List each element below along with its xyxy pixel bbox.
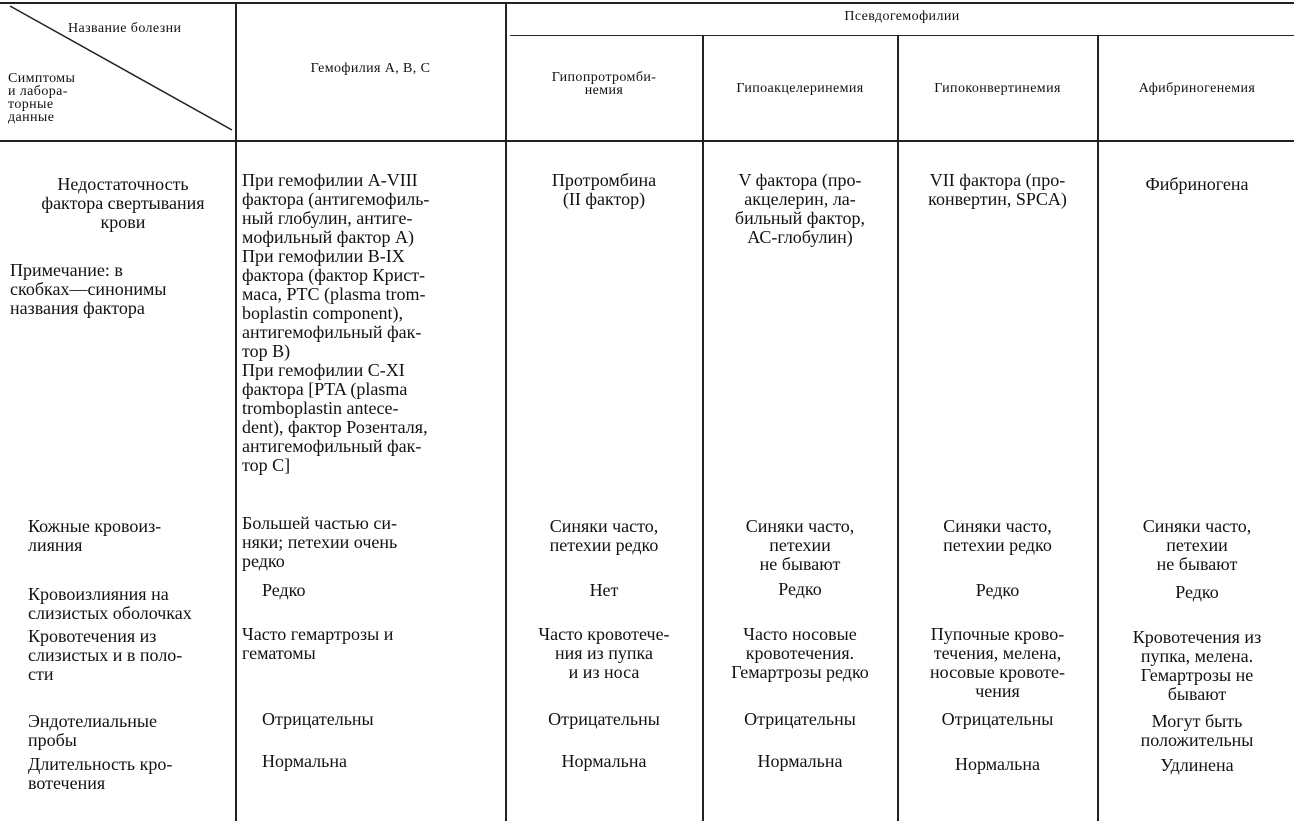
afibrinogenemia-endothelial-cell: Могут быть положительны [1140, 711, 1254, 750]
column-header-hypoconvertinemia: Гипоконвертинемия [934, 81, 1061, 96]
col-rule-1 [235, 2, 237, 821]
hypoprothrombinemia-skin-cell: Синяки часто, петехии редко [549, 516, 659, 555]
column-header-hypoaccelerinemia: Гипоакцелеринемия [736, 81, 864, 96]
disease-name-label: Название болезни [68, 21, 182, 36]
header-bottom-rule [0, 140, 1294, 142]
col-rule-4 [897, 35, 899, 821]
column-header-hypoprothrombinemia: Гипопротромби- немия [551, 70, 657, 98]
hypoconvertinemia-mucosal-cell: Редко [975, 580, 1020, 600]
afibrinogenemia-bleeding-cell: Кровотечения из пупка, мелена. Гемартрозы не бывают [1132, 627, 1262, 704]
hypoconvertinemia-duration-cell: Нормальна [955, 754, 1040, 774]
hypoprothrombinemia-mucosal-cell: Нет [589, 580, 619, 600]
hypoaccelerinemia-mucosal-cell: Редко [778, 579, 822, 599]
afibrinogenemia-skin-cell: Синяки часто, петехии не бывают [1142, 516, 1252, 574]
col-rule-3 [702, 35, 704, 821]
hypoprothrombinemia-factor-cell: Протромбина (II фактор) [551, 170, 657, 209]
afibrinogenemia-factor-cell: Фибриногена [1145, 174, 1249, 194]
hypoconvertinemia-factor-cell: VII фактора (про- конвертин, SPCA) [928, 170, 1067, 209]
hemophilia-endothelial-cell: Отрицательны [262, 709, 374, 729]
hypoconvertinemia-bleeding-cell: Пупочные крово- течения, мелена, носовые кровоте- чения [930, 624, 1065, 701]
afibrinogenemia-mucosal-cell: Редко [1175, 582, 1219, 602]
hemophilia-mucosal-cell: Редко [262, 580, 306, 600]
column-header-afibrinogenemia: Афибриногенемия [1138, 81, 1256, 96]
hypoconvertinemia-endothelial-cell: Отрицательны [941, 709, 1054, 729]
symptoms-label: Симптомы и лабора- торные данные [8, 71, 76, 125]
symptom-note: Примечание: в скобках—синонимы названия фактора [10, 260, 167, 318]
afibrinogenemia-duration-cell: Удлинена [1160, 755, 1234, 775]
group-underline [510, 35, 1294, 36]
column-header-hemophilia: Гемофилия А, В, С [310, 61, 431, 76]
hemophilia-bleeding-cell: Часто гемартрозы и гематомы [242, 624, 394, 663]
pseudohemophilia-group-label: Псевдогемофилии [844, 9, 960, 24]
hypoprothrombinemia-duration-cell: Нормальна [561, 751, 647, 771]
symptom-factor-deficiency: Недостаточность фактора свертывания крови [41, 174, 205, 232]
symptom-endothelial-tests: Эндотелиальные пробы [28, 711, 157, 750]
hypoprothrombinemia-bleeding-cell: Часто кровотече- ния из пупка и из носа [538, 624, 670, 682]
hypoaccelerinemia-endothelial-cell: Отрицательны [744, 709, 856, 729]
symptom-bleeding-duration: Длительность кро- вотечения [28, 754, 173, 793]
hypoaccelerinemia-skin-cell: Синяки часто, петехии не бывают [745, 516, 855, 574]
symptom-bleeding: Кровотечения из слизистых и в поло- сти [28, 626, 183, 684]
hypoconvertinemia-skin-cell: Синяки часто, петехии редко [943, 516, 1052, 555]
col-rule-5 [1097, 35, 1099, 821]
symptom-mucosal-hemorrhages: Кровоизлияния на слизистых оболочках [28, 584, 192, 623]
hypoaccelerinemia-duration-cell: Нормальна [757, 751, 843, 771]
symptom-skin-hemorrhages: Кожные кровоиз- лияния [28, 516, 162, 555]
col-rule-2 [505, 2, 507, 821]
hemophilia-factor-cell: При гемофилии A-VIII фактора (антигемофиль- ный глобулин, антиге- мофильный фактор А) При гемофилии B-IX фактора (фактор Крист- маса, PTC (plasma trom- boplastin component), антигемофильный фак- тор В) При гемофилии С-XI фактора [PTA (plasma tromboplastin antece- dent), фактор Розенталя, антигемофильный фак- тор С] [242, 170, 430, 475]
hemophilia-skin-cell: Большей частью си- няки; петехии очень редко [242, 513, 398, 571]
hemophilia-duration-cell: Нормальна [262, 751, 347, 771]
hypoaccelerinemia-bleeding-cell: Часто носовые кровотечения. Гемартрозы редко [731, 624, 869, 682]
hypoprothrombinemia-endothelial-cell: Отрицательны [548, 709, 660, 729]
hypoaccelerinemia-factor-cell: V фактора (про- акцелерин, ла- бильный фактор, АС-глобулин) [734, 170, 866, 247]
